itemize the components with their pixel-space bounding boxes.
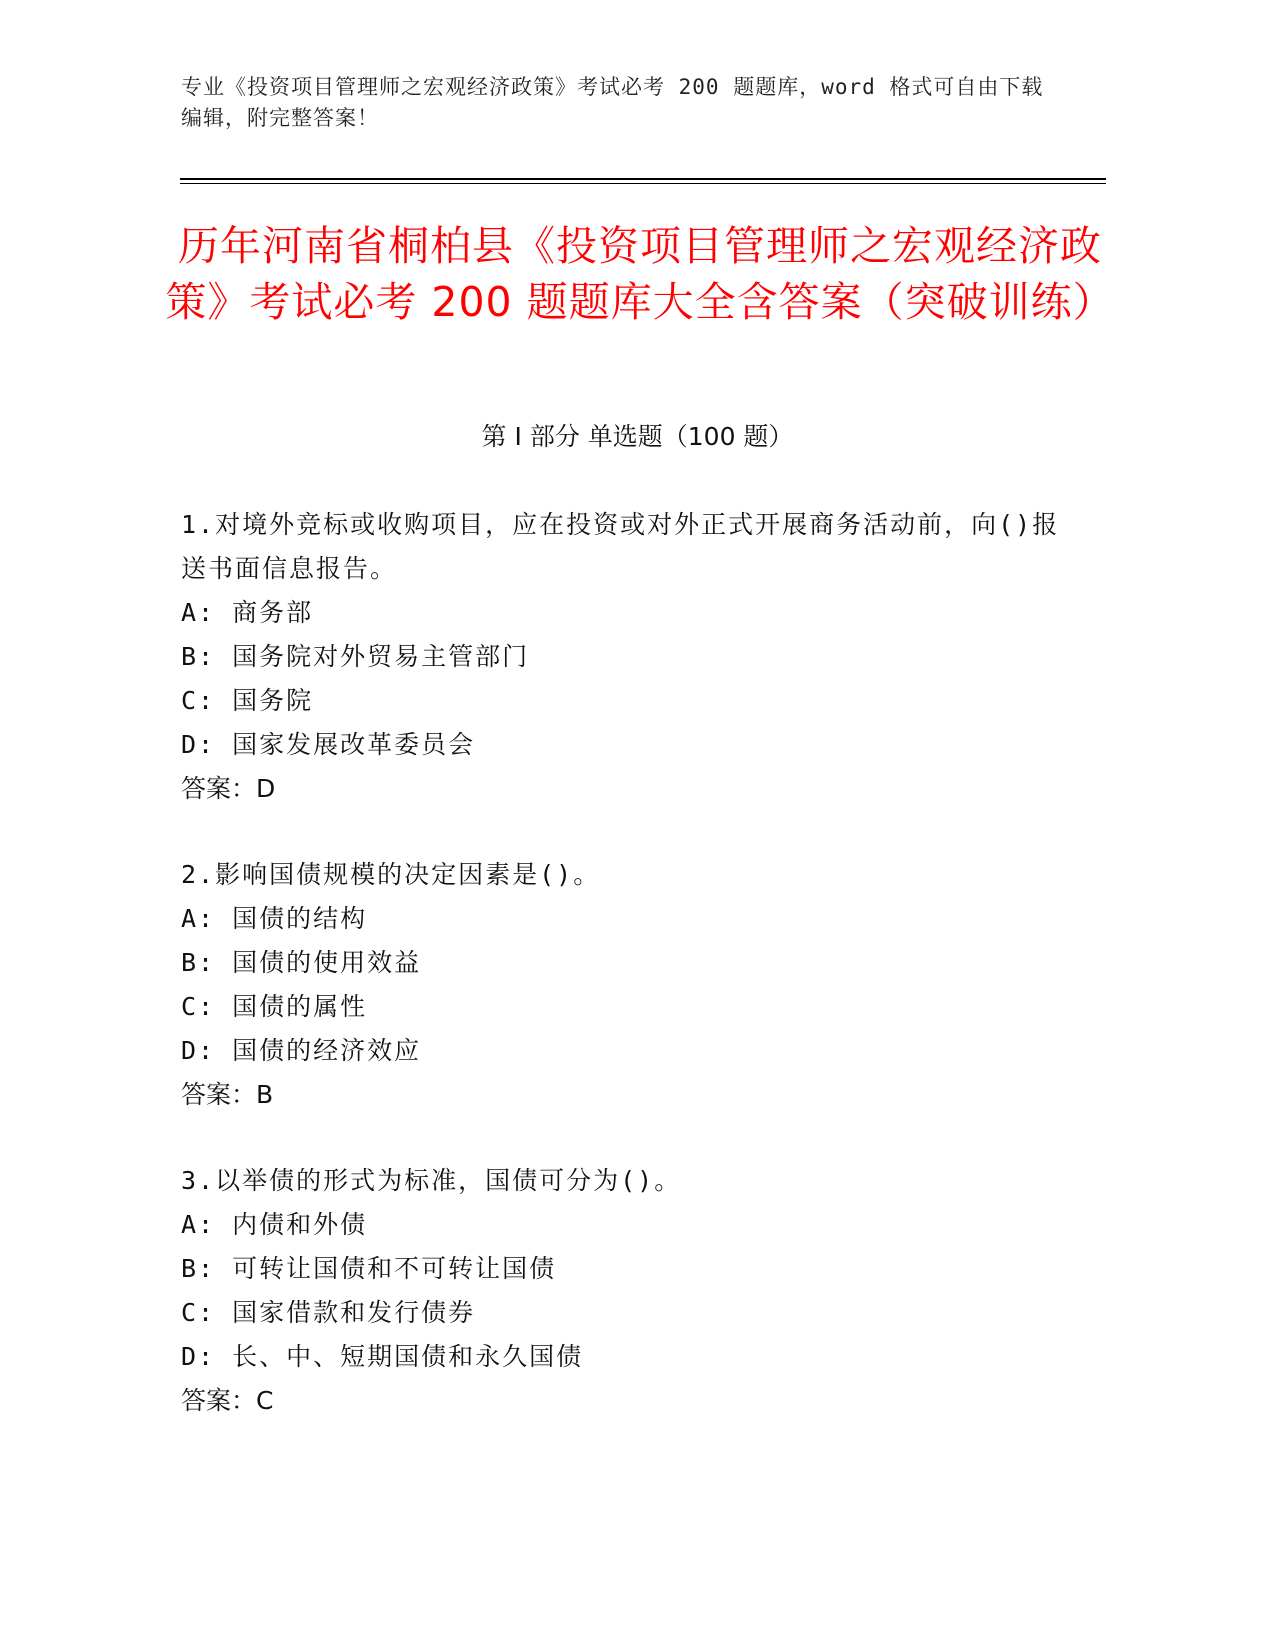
question-1 [181, 503, 1061, 811]
option-b: B: 可转让国债和不可转让国债 [181, 1254, 557, 1283]
option-b: B: 国债的使用效益 [181, 948, 422, 977]
document-title: 历年河南省桐柏县《投资项目管理师之宏观经济政策》考试必考 200 题题库大全含答案（突破训练） [165, 222, 1115, 326]
option-c: C: 国家借款和发行债券 [181, 1298, 476, 1327]
option-d: D: 长、中、短期国债和永久国债 [181, 1342, 584, 1371]
option-a: A: 商务部 [181, 598, 314, 627]
option-c: C: 国务院 [181, 686, 314, 715]
question-stem: 3.以举债的形式为标准，国债可分为()。 [181, 1166, 682, 1195]
header-rule-thick [180, 178, 1106, 180]
option-a: A: 国债的结构 [181, 904, 368, 933]
question-stem: 2.影响国债规模的决定因素是()。 [181, 860, 601, 889]
question-3 [181, 1159, 1061, 1423]
question-2 [181, 853, 1061, 1117]
header-note: 专业《投资项目管理师之宏观经济政策》考试必考 200 题题库，word 格式可自由下载编辑，附完整答案！ [181, 75, 1044, 130]
option-d: D: 国家发展改革委员会 [181, 730, 476, 759]
option-b: B: 国务院对外贸易主管部门 [181, 642, 530, 671]
option-d: D: 国债的经济效应 [181, 1036, 422, 1065]
answer: 答案：D [181, 774, 276, 803]
option-c: C: 国债的属性 [181, 992, 368, 1021]
answer: 答案：C [181, 1386, 274, 1415]
question-stem: 1.对境外竞标或收购项目，应在投资或对外正式开展商务活动前，向()报送书面信息报告。 [181, 510, 1060, 583]
answer: 答案：B [181, 1080, 274, 1109]
section-title: 第 I 部分 单选题（100 题） [481, 422, 794, 451]
header-rule-thin [180, 183, 1106, 184]
question-list [181, 503, 1061, 1465]
option-a: A: 内债和外债 [181, 1210, 368, 1239]
